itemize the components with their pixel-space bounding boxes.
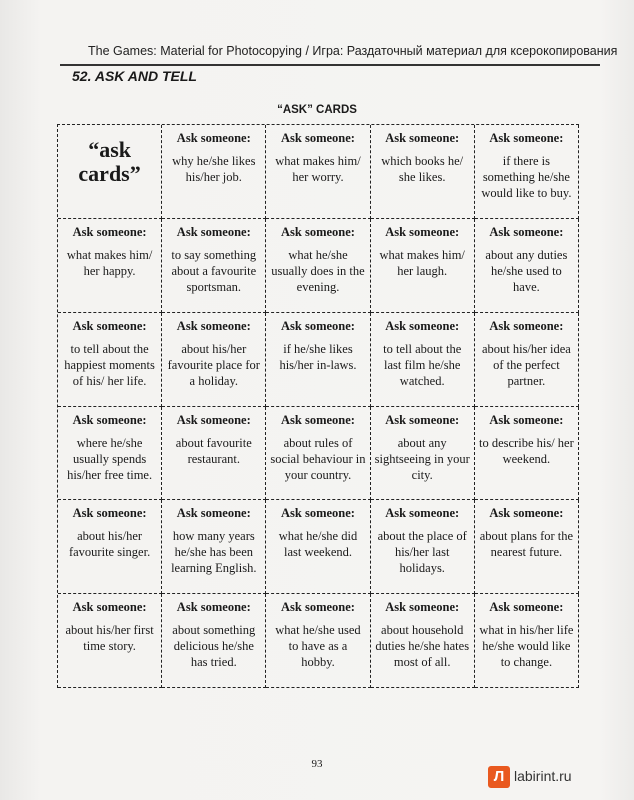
- ask-card: [371, 407, 475, 501]
- ask-card: [475, 219, 579, 313]
- ask-card: [162, 500, 266, 594]
- ask-card: [475, 500, 579, 594]
- publisher-logo-text: labirint.ru: [514, 768, 572, 784]
- card-text: about household duties he/she hates most of all.: [375, 623, 470, 670]
- card-heading: Ask someone:: [385, 318, 460, 333]
- card-text: about rules of social behaviour in your country.: [270, 435, 366, 482]
- ask-card: [371, 125, 475, 219]
- card-text: to tell about the happiest moments of his/ her life.: [64, 341, 155, 388]
- header-rule: [60, 64, 600, 66]
- card-heading: Ask someone:: [385, 412, 460, 427]
- section-title: 52. ASK AND TELL: [72, 68, 197, 84]
- card-heading: Ask someone:: [176, 224, 251, 239]
- card-text: to describe his/ her weekend.: [479, 435, 574, 466]
- card-heading: Ask someone:: [281, 412, 355, 427]
- running-header: The Games: Material for Photocopying / Игра: Раздаточный материал для ксерокопирования: [88, 44, 618, 58]
- card-text: about his/her first time story.: [65, 623, 154, 654]
- card-text: if there is something he/she would like to buy.: [481, 154, 572, 200]
- card-text: what in his/her life he/she would like to change.: [479, 623, 574, 670]
- card-heading: Ask someone:: [385, 506, 460, 521]
- card-heading: Ask someone:: [489, 506, 564, 521]
- card-heading: Ask someone:: [385, 600, 460, 615]
- card-text: to say something about a favourite sportsman.: [171, 247, 257, 294]
- card-text: about plans for the nearest future.: [479, 529, 574, 560]
- ask-card: [475, 313, 579, 407]
- card-heading: Ask someone:: [385, 131, 460, 145]
- card-heading: Ask someone:: [281, 224, 355, 239]
- card-text: what makes him/ her worry.: [275, 154, 361, 184]
- card-heading: Ask someone:: [176, 506, 251, 521]
- card-heading: Ask someone:: [281, 131, 355, 145]
- ask-card: [58, 219, 162, 313]
- publisher-logo-icon: Л: [488, 766, 510, 788]
- card-heading: Ask someone:: [72, 506, 147, 521]
- ask-card: [266, 407, 370, 501]
- ask-card: [58, 500, 162, 594]
- card-text: about his/her favourite place for a holiday.: [167, 341, 260, 388]
- card-heading: Ask someone:: [176, 318, 251, 333]
- card-text: about favourite restaurant.: [175, 435, 252, 466]
- card-heading: Ask someone:: [72, 224, 147, 239]
- ask-card: [162, 313, 266, 407]
- card-heading: Ask someone:: [72, 318, 147, 333]
- card-text: where he/she usually spends his/her free time.: [67, 435, 153, 482]
- ask-card: [266, 313, 370, 407]
- card-text: if he/she likes his/her in-laws.: [279, 341, 357, 372]
- ask-card: [475, 594, 579, 688]
- ask-card: [162, 219, 266, 313]
- card-heading: Ask someone:: [281, 506, 355, 521]
- card-text: what he/she used to have as a hobby.: [275, 623, 361, 670]
- ask-card: [371, 313, 475, 407]
- card-heading: Ask someone:: [176, 600, 251, 615]
- card-text: how many years he/she has been learning English.: [171, 529, 257, 576]
- cards-grid: [57, 124, 579, 688]
- intro-card-label: “ask cards”: [78, 137, 141, 187]
- card-heading: Ask someone:: [489, 318, 564, 333]
- card-text: about the place of his/her last holidays.: [377, 529, 467, 576]
- card-text: why he/she likes his/her job.: [172, 154, 256, 184]
- card-heading: Ask someone:: [489, 600, 564, 615]
- card-heading: Ask someone:: [489, 224, 564, 239]
- page-number: 93: [311, 758, 323, 770]
- card-heading: Ask someone:: [176, 412, 251, 427]
- ask-card: [266, 219, 370, 313]
- cards-title: “ASK” CARDS: [277, 104, 357, 116]
- card-text: about his/her idea of the perfect partner.: [481, 341, 571, 388]
- intro-card: [58, 125, 162, 219]
- ask-card: [162, 594, 266, 688]
- card-text: which books he/ she likes.: [381, 154, 464, 184]
- card-heading: Ask someone:: [72, 600, 147, 615]
- card-heading: Ask someone:: [176, 131, 251, 145]
- ask-card: [58, 594, 162, 688]
- ask-card: [58, 313, 162, 407]
- card-heading: Ask someone:: [281, 600, 355, 615]
- ask-card: [58, 407, 162, 501]
- card-text: what makes him/ her happy.: [66, 247, 153, 278]
- ask-card: [475, 407, 579, 501]
- card-heading: Ask someone:: [72, 412, 147, 427]
- ask-card: [266, 500, 370, 594]
- ask-card: [162, 407, 266, 501]
- card-text: about something delicious he/she has tried.: [172, 623, 256, 670]
- card-text: about any duties he/she used to have.: [485, 247, 568, 294]
- card-text: about any sightseeing in your city.: [374, 435, 470, 482]
- card-text: what makes him/ her laugh.: [379, 247, 465, 278]
- card-text: about his/her favourite singer.: [68, 529, 151, 560]
- card-text: what he/she did last weekend.: [278, 529, 358, 560]
- card-heading: Ask someone:: [385, 224, 460, 239]
- ask-card: [371, 594, 475, 688]
- ask-card: [371, 500, 475, 594]
- ask-card: [162, 125, 266, 219]
- card-heading: Ask someone:: [489, 412, 564, 427]
- card-text: to tell about the last film he/she watched.: [383, 341, 462, 388]
- card-heading: Ask someone:: [281, 318, 355, 333]
- ask-card: [371, 219, 475, 313]
- ask-card: [475, 125, 579, 219]
- card-heading: Ask someone:: [489, 131, 564, 145]
- card-text: what he/she usually does in the evening.: [271, 247, 365, 294]
- ask-card: [266, 594, 370, 688]
- ask-card: [266, 125, 370, 219]
